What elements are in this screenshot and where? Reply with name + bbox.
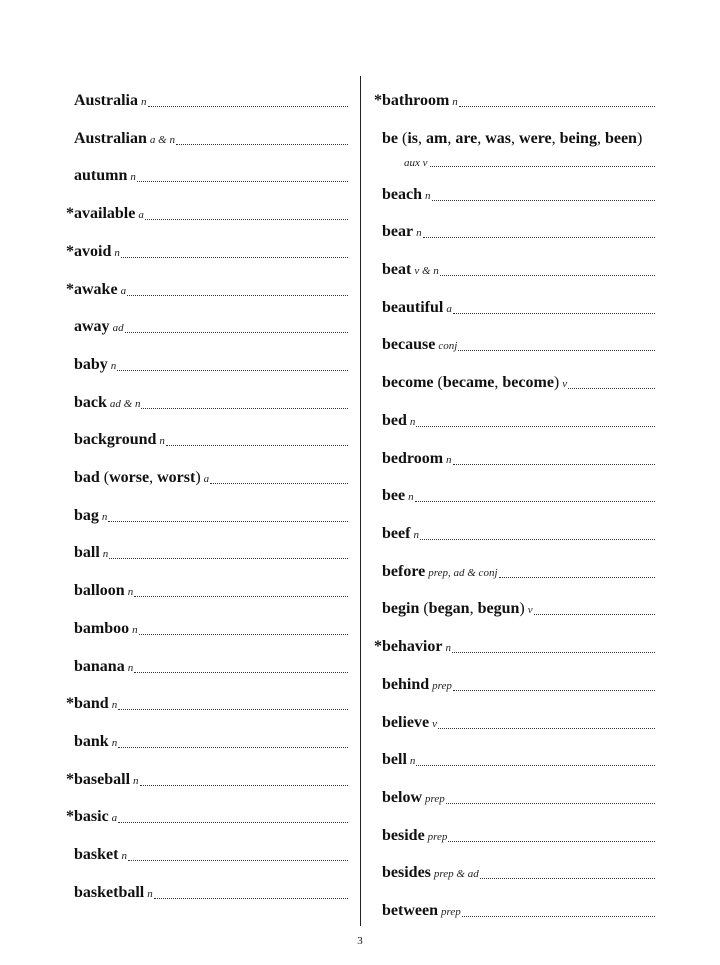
headword: basket (74, 846, 119, 863)
vocab-entry (66, 689, 348, 713)
headword: back (74, 394, 107, 411)
headword: bee (382, 487, 406, 504)
headword: beautiful (382, 299, 444, 316)
dotted-writing-line (534, 613, 655, 615)
headword: beef (382, 525, 411, 542)
headword: bag (74, 507, 99, 524)
headword: balloon (74, 582, 125, 599)
part-of-speech: a (138, 209, 144, 221)
part-of-speech: n (409, 416, 416, 428)
star-marker: * (66, 205, 74, 222)
part-of-speech: a (111, 812, 118, 824)
dotted-writing-line (118, 746, 348, 748)
headword: avoid (74, 243, 112, 260)
irregular-forms: (is, am, are, was, were, being, been) (398, 130, 643, 147)
part-of-speech: n (127, 662, 134, 674)
part-of-speech: n (147, 888, 153, 900)
form-word: became (442, 374, 495, 391)
part-of-speech: prep (432, 680, 452, 692)
vocab-entry (66, 576, 348, 600)
headword: away (74, 318, 110, 335)
vocab-entry (66, 161, 348, 185)
part-of-speech: n (452, 96, 458, 108)
vocab-entry (374, 293, 655, 317)
headword: bedroom (382, 450, 444, 467)
headword: begin (382, 600, 420, 617)
part-of-speech: n (114, 247, 120, 259)
part-of-speech: n (121, 850, 127, 862)
vocab-entry (66, 765, 348, 789)
dotted-writing-line (432, 199, 656, 201)
headword: band (74, 695, 109, 712)
dotted-writing-line (453, 312, 655, 314)
part-of-speech: prep (440, 906, 461, 918)
form-word: was (485, 130, 512, 147)
dotted-writing-line (141, 407, 348, 409)
vocab-entry (374, 481, 655, 505)
entry-continuation (404, 152, 655, 170)
vocab-entry (374, 708, 655, 732)
part-of-speech: prep, ad & conj (428, 567, 498, 579)
part-of-speech: v (562, 378, 568, 390)
vocab-entry (66, 312, 348, 336)
part-of-speech: a (203, 473, 210, 485)
dotted-writing-line (415, 500, 655, 502)
vocab-entry (374, 217, 655, 241)
vocab-entry (374, 632, 655, 656)
dotted-writing-line (134, 671, 348, 673)
headword: basketball (74, 884, 145, 901)
form-word: is (407, 130, 418, 147)
dotted-writing-line (446, 802, 655, 804)
headword: bad (74, 469, 100, 486)
form-word: begun (477, 600, 520, 617)
headword: become (382, 374, 434, 391)
part-of-speech: n (111, 699, 118, 711)
star-marker: * (66, 281, 74, 298)
form-word: worst (157, 469, 196, 486)
dotted-writing-line (458, 349, 655, 351)
headword: Australian (74, 130, 147, 147)
headword: banana (74, 658, 125, 675)
headword: believe (382, 714, 430, 731)
part-of-speech: n (132, 624, 138, 636)
star-marker: * (374, 638, 382, 655)
vocab-entry (374, 255, 655, 279)
dotted-writing-line (452, 651, 655, 653)
vocab-entry (66, 199, 348, 223)
headword: available (74, 205, 136, 222)
headword: between (382, 902, 438, 919)
headword: bathroom (382, 92, 450, 109)
vocab-entry (66, 237, 348, 261)
headword: beside (382, 827, 425, 844)
form-word: am (426, 130, 448, 147)
dotted-writing-line (108, 520, 348, 522)
dotted-writing-line (128, 859, 348, 861)
part-of-speech: v (432, 718, 437, 730)
part-of-speech: a (446, 303, 452, 315)
dotted-writing-line (140, 784, 348, 786)
vocab-entry (374, 368, 655, 392)
dotted-writing-line (499, 576, 656, 578)
dotted-writing-line (127, 294, 348, 296)
dotted-writing-line (137, 180, 348, 182)
part-of-speech: n (133, 775, 139, 787)
vocab-entry (374, 406, 655, 430)
headword: bank (74, 733, 109, 750)
dotted-writing-line (154, 897, 348, 899)
vocab-entry (374, 557, 655, 581)
dotted-writing-line (148, 105, 349, 107)
dotted-writing-line (480, 877, 655, 879)
dotted-writing-line (430, 165, 655, 167)
headword: because (382, 336, 436, 353)
form-word: been (604, 130, 637, 147)
vocab-entry (374, 86, 655, 110)
form-word: become (502, 374, 554, 391)
irregular-forms: (began, begun) (419, 600, 525, 617)
part-of-speech: n (101, 511, 108, 523)
headword: bell (382, 751, 407, 768)
vocab-entry (374, 783, 655, 807)
headword: behavior (382, 638, 443, 655)
part-of-speech: n (408, 491, 414, 503)
vocab-entry (374, 594, 655, 618)
vocab-entry (66, 388, 348, 412)
part-of-speech: n (102, 548, 109, 560)
vocab-entry (66, 275, 348, 299)
part-of-speech: n (409, 755, 416, 767)
part-of-speech: n (425, 190, 431, 202)
headword: background (74, 431, 157, 448)
vocab-entry (66, 463, 348, 487)
dotted-writing-line (438, 727, 655, 729)
vocab-entry (374, 330, 655, 354)
dotted-writing-line (416, 764, 655, 766)
part-of-speech: n (127, 586, 134, 598)
vocab-entry (66, 614, 348, 638)
headword: bear (382, 223, 414, 240)
part-of-speech: prep (427, 831, 448, 843)
part-of-speech: aux v (404, 157, 428, 169)
dotted-writing-line (568, 387, 655, 389)
vocab-entry (66, 802, 348, 826)
headword: beat (382, 261, 412, 278)
headword: baseball (74, 771, 131, 788)
vocab-entry (374, 670, 655, 694)
vocab-entry (374, 124, 655, 148)
vocab-entry (66, 538, 348, 562)
vocab-entry (66, 878, 348, 902)
irregular-forms: (worse, worst) (99, 469, 201, 486)
star-marker: * (66, 808, 74, 825)
part-of-speech: a (120, 285, 127, 297)
vocab-entry (66, 425, 348, 449)
star-marker: * (66, 771, 74, 788)
dotted-writing-line (453, 689, 655, 691)
headword: ball (74, 544, 100, 561)
part-of-speech: n (413, 529, 419, 541)
part-of-speech: n (141, 96, 147, 108)
dotted-writing-line (121, 256, 348, 258)
dotted-writing-line (176, 143, 348, 145)
vocab-entry (66, 840, 348, 864)
headword: before (382, 563, 426, 580)
vocab-entry (66, 501, 348, 525)
star-marker: * (374, 92, 382, 109)
headword: bed (382, 412, 407, 429)
vocab-entry (66, 727, 348, 751)
headword: beach (382, 186, 422, 203)
headword: baby (74, 356, 108, 373)
dotted-writing-line (109, 557, 348, 559)
column-divider (360, 76, 361, 926)
vocab-entry (374, 444, 655, 468)
vocab-entry (66, 652, 348, 676)
star-marker: * (66, 243, 74, 260)
dotted-writing-line (453, 463, 655, 465)
dotted-writing-line (210, 482, 348, 484)
vocab-entry (374, 821, 655, 845)
dotted-writing-line (125, 331, 348, 333)
irregular-forms: (became, become) (433, 374, 560, 391)
part-of-speech: n (445, 642, 451, 654)
part-of-speech: prep & ad (433, 868, 479, 880)
dotted-writing-line (134, 595, 348, 597)
part-of-speech: n (130, 171, 136, 183)
part-of-speech: conj (438, 340, 458, 352)
vocab-entry (374, 896, 655, 920)
dotted-writing-line (448, 840, 655, 842)
headword: behind (382, 676, 430, 693)
dotted-writing-line (459, 105, 655, 107)
part-of-speech: n (159, 435, 165, 447)
headword: be (382, 130, 398, 147)
dotted-writing-line (440, 274, 655, 276)
vocab-entry (374, 745, 655, 769)
part-of-speech: v (527, 604, 533, 616)
dotted-writing-line (118, 821, 348, 823)
form-word: were (519, 130, 552, 147)
part-of-speech: ad & n (109, 398, 141, 410)
headword: below (382, 789, 422, 806)
dotted-writing-line (118, 708, 348, 710)
part-of-speech: n (446, 454, 452, 466)
star-marker: * (66, 695, 74, 712)
dotted-writing-line (416, 425, 655, 427)
dotted-writing-line (423, 236, 655, 238)
form-word: worse (109, 469, 150, 486)
vocab-entry (374, 180, 655, 204)
headword: basic (74, 808, 109, 825)
headword: besides (382, 864, 431, 881)
part-of-speech: a & n (149, 134, 175, 146)
dotted-writing-line (420, 538, 655, 540)
dotted-writing-line (166, 444, 348, 446)
dotted-writing-line (462, 915, 655, 917)
headword: autumn (74, 167, 128, 184)
part-of-speech: ad (112, 322, 124, 334)
vocab-entry (374, 858, 655, 882)
form-word: began (428, 600, 470, 617)
vocab-entry (66, 124, 348, 148)
form-word: being (559, 130, 597, 147)
dotted-writing-line (117, 369, 348, 371)
headword: bamboo (74, 620, 130, 637)
part-of-speech: n (110, 360, 117, 372)
headword: Australia (74, 92, 138, 109)
vocab-entry (66, 350, 348, 374)
part-of-speech: n (416, 227, 422, 239)
dotted-writing-line (139, 633, 348, 635)
vocab-entry (374, 519, 655, 543)
part-of-speech: prep (425, 793, 445, 805)
part-of-speech: v & n (414, 265, 439, 277)
headword: awake (74, 281, 118, 298)
page-number: 3 (357, 935, 363, 947)
form-word: are (455, 130, 478, 147)
vocab-entry (66, 86, 348, 110)
dotted-writing-line (145, 218, 348, 220)
part-of-speech: n (111, 737, 118, 749)
